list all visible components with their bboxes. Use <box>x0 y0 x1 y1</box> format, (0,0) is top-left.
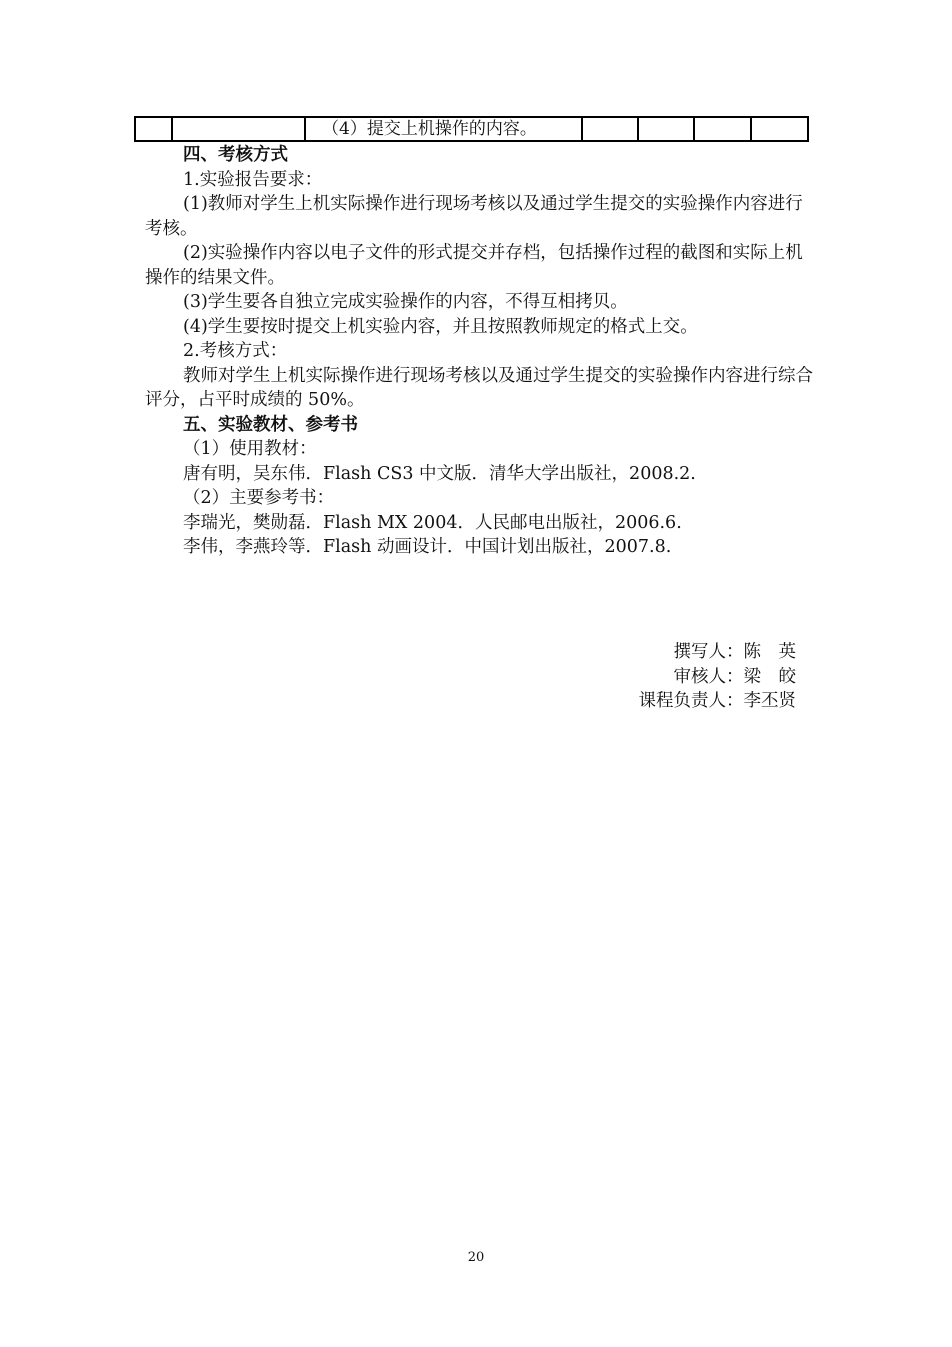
reference-item: 李伟，李燕玲等．Flash 动画设计．中国计划出版社，2007.8. <box>183 537 672 557</box>
table-cell <box>694 117 751 141</box>
body-content <box>145 143 815 560</box>
table-cell <box>582 117 638 141</box>
signature-reviewer: 审核人：梁 皎 <box>673 666 796 687</box>
table-cell-text: （4）提交上机操作的内容。 <box>305 117 582 141</box>
subheading: （2）主要参考书： <box>183 488 335 508</box>
signature-author: 撰写人：陈 英 <box>673 642 796 662</box>
table-cell <box>638 117 694 141</box>
subheading: 2.考核方式： <box>183 341 288 361</box>
list-item: (3)学生要各自独立完成实验操作的内容，不得互相拷贝。 <box>183 292 628 312</box>
section-heading: 四、考核方式 <box>183 145 288 165</box>
subheading: 1.实验报告要求： <box>183 169 323 190</box>
list-item: (2)实验操作内容以电子文件的形式提交并存档，包括操作过程的截图和实际上机操作的结果文件。 <box>145 243 803 288</box>
table-fragment <box>134 116 809 142</box>
subheading: （1）使用教材： <box>183 439 317 459</box>
list-item: (4)学生要按时提交上机实验内容，并且按照教师规定的格式上交。 <box>183 316 698 337</box>
section-heading: 五、实验教材、参考书 <box>183 414 358 435</box>
table-cell <box>135 117 172 141</box>
signature-block <box>639 640 797 714</box>
table-cell <box>751 117 808 141</box>
signature-course-lead: 课程负责人：李丕贤 <box>638 691 796 711</box>
page-number: 20 <box>467 1250 485 1265</box>
paragraph: 教师对学生上机实际操作进行现场考核以及通过学生提交的实验操作内容进行综合评分，占平时成绩的 50%。 <box>145 365 813 410</box>
table-cell <box>172 117 305 141</box>
list-item: (1)教师对学生上机实际操作进行现场考核以及通过学生提交的实验操作内容进行考核。 <box>145 194 803 239</box>
reference-item: 唐有明，吴东伟．Flash CS3 中文版．清华大学出版社，2008.2. <box>183 463 696 484</box>
table-row <box>135 117 808 141</box>
reference-item: 李瑞光，樊勋磊．Flash MX 2004．人民邮电出版社，2006.6. <box>183 512 682 533</box>
